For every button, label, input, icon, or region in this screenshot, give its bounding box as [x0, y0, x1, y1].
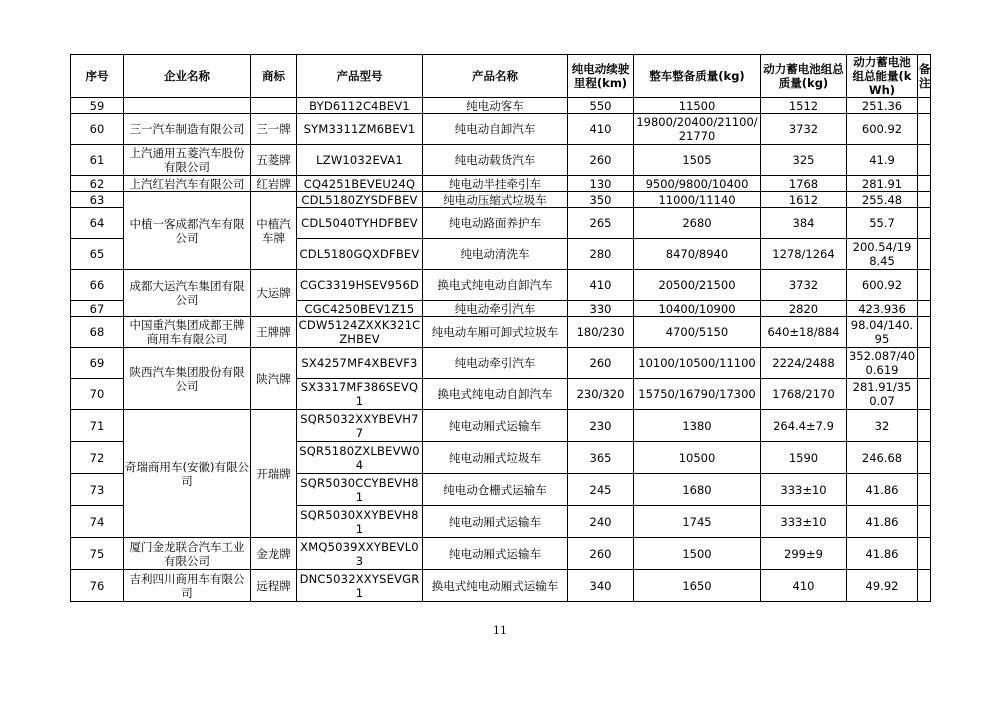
cell-company: 陕西汽车集团股份有限公司 — [124, 348, 251, 410]
cell-note — [918, 176, 931, 192]
cell-product: 纯电动压缩式垃圾车 — [423, 192, 568, 208]
cell-seq: 68 — [71, 317, 124, 348]
cell-mass: 10500 — [634, 442, 761, 474]
cell-range: 330 — [568, 301, 634, 317]
cell-battery-energy: 281.91 — [847, 176, 918, 192]
cell-model: DNC5032XXYSEVGR1 — [297, 570, 423, 602]
cell-seq: 75 — [71, 538, 124, 570]
cell-mass: 1505 — [634, 145, 761, 176]
cell-mass: 11500 — [634, 98, 761, 114]
cell-company: 上汽通用五菱汽车股份有限公司 — [124, 145, 251, 176]
cell-range: 410 — [568, 270, 634, 301]
cell-model: CDW5124ZXXK321CZHBEV — [297, 317, 423, 348]
cell-battery-energy: 32 — [847, 410, 918, 442]
cell-mass: 10400/10900 — [634, 301, 761, 317]
cell-battery-mass: 333±10 — [761, 474, 847, 506]
cell-product: 纯电动路面养护车 — [423, 208, 568, 239]
cell-battery-mass: 1512 — [761, 98, 847, 114]
cell-model: CQ4251BEVEU24Q — [297, 176, 423, 192]
cell-seq: 69 — [71, 348, 124, 379]
cell-range: 230/320 — [568, 379, 634, 410]
cell-range: 130 — [568, 176, 634, 192]
cell-mass: 1680 — [634, 474, 761, 506]
cell-note — [918, 506, 931, 538]
cell-mass: 8470/8940 — [634, 239, 761, 270]
table-row — [71, 98, 931, 114]
cell-range: 410 — [568, 114, 634, 145]
cell-model: SQR5180ZXLBEVW04 — [297, 442, 423, 474]
cell-range: 260 — [568, 538, 634, 570]
cell-seq: 72 — [71, 442, 124, 474]
cell-seq: 71 — [71, 410, 124, 442]
cell-brand: 红岩牌 — [251, 176, 297, 192]
cell-battery-energy: 255.48 — [847, 192, 918, 208]
cell-battery-mass: 1768 — [761, 176, 847, 192]
cell-brand: 金龙牌 — [251, 538, 297, 570]
cell-note — [918, 208, 931, 239]
cell-product: 纯电动厢式运输车 — [423, 410, 568, 442]
cell-seq: 63 — [71, 192, 124, 208]
cell-mass: 1500 — [634, 538, 761, 570]
cell-product: 换电式纯电动厢式运输车 — [423, 570, 568, 602]
cell-range: 280 — [568, 239, 634, 270]
cell-battery-energy: 600.92 — [847, 270, 918, 301]
cell-note — [918, 301, 931, 317]
cell-company: 中植一客成都汽车有限公司 — [124, 192, 251, 270]
cell-battery-mass: 1590 — [761, 442, 847, 474]
cell-brand: 中植汽车牌 — [251, 192, 297, 270]
cell-mass: 9500/9800/10400 — [634, 176, 761, 192]
cell-mass: 15750/16790/17300 — [634, 379, 761, 410]
table-row — [71, 410, 931, 442]
cell-model: CDL5180GQXDFBEV — [297, 239, 423, 270]
cell-product: 纯电动牵引汽车 — [423, 348, 568, 379]
cell-note — [918, 570, 931, 602]
cell-battery-mass: 3732 — [761, 114, 847, 145]
header-note: 备注 — [918, 55, 931, 98]
page-number: 11 — [493, 624, 507, 637]
cell-seq: 61 — [71, 145, 124, 176]
cell-model: SYM3311ZM6BEV1 — [297, 114, 423, 145]
cell-product: 纯电动厢式运输车 — [423, 506, 568, 538]
cell-note — [918, 442, 931, 474]
cell-model: SQR5030XXYBEVH81 — [297, 506, 423, 538]
cell-product: 纯电动清洗车 — [423, 239, 568, 270]
cell-company: 奇瑞商用车(安徽)有限公司 — [124, 410, 251, 538]
cell-seq: 70 — [71, 379, 124, 410]
cell-battery-energy: 49.92 — [847, 570, 918, 602]
cell-model: SX4257MF4XBEVF3 — [297, 348, 423, 379]
cell-product: 纯电动厢式垃圾车 — [423, 442, 568, 474]
table-row — [71, 145, 931, 176]
cell-note — [918, 474, 931, 506]
cell-mass: 1380 — [634, 410, 761, 442]
cell-note — [918, 410, 931, 442]
header-battery-mass: 动力蓄电池组总质量(kg) — [761, 55, 847, 98]
cell-product: 纯电动牵引汽车 — [423, 301, 568, 317]
cell-product: 纯电动半挂牵引车 — [423, 176, 568, 192]
cell-brand: 开瑞牌 — [251, 410, 297, 538]
cell-seq: 67 — [71, 301, 124, 317]
cell-note — [918, 98, 931, 114]
cell-battery-mass: 2224/2488 — [761, 348, 847, 379]
cell-brand: 王牌牌 — [251, 317, 297, 348]
cell-battery-mass: 640±18/884 — [761, 317, 847, 348]
cell-battery-energy: 251.36 — [847, 98, 918, 114]
cell-battery-energy: 246.68 — [847, 442, 918, 474]
cell-seq: 59 — [71, 98, 124, 114]
cell-range: 365 — [568, 442, 634, 474]
cell-battery-energy: 352.087/400.619 — [847, 348, 918, 379]
cell-note — [918, 538, 931, 570]
cell-product: 纯电动自卸汽车 — [423, 114, 568, 145]
cell-seq: 65 — [71, 239, 124, 270]
cell-company: 中国重汽集团成都王牌商用车有限公司 — [124, 317, 251, 348]
cell-seq: 60 — [71, 114, 124, 145]
cell-company: 上汽红岩汽车有限公司 — [124, 176, 251, 192]
header-row — [71, 55, 931, 98]
cell-mass: 20500/21500 — [634, 270, 761, 301]
cell-battery-energy: 41.9 — [847, 145, 918, 176]
cell-note — [918, 317, 931, 348]
table-row — [71, 348, 931, 379]
cell-battery-energy: 200.54/198.45 — [847, 239, 918, 270]
cell-battery-mass: 1768/2170 — [761, 379, 847, 410]
cell-range: 340 — [568, 570, 634, 602]
cell-mass: 4700/5150 — [634, 317, 761, 348]
cell-model: SQR5032XXYBEVH77 — [297, 410, 423, 442]
cell-note — [918, 114, 931, 145]
cell-product: 纯电动载货汽车 — [423, 145, 568, 176]
cell-model: SQR5030CCYBEVH81 — [297, 474, 423, 506]
cell-mass: 1650 — [634, 570, 761, 602]
cell-battery-mass: 410 — [761, 570, 847, 602]
cell-range: 260 — [568, 145, 634, 176]
header-product: 产品名称 — [423, 55, 568, 98]
cell-range: 265 — [568, 208, 634, 239]
cell-range: 350 — [568, 192, 634, 208]
cell-battery-mass: 333±10 — [761, 506, 847, 538]
cell-battery-mass: 1278/1264 — [761, 239, 847, 270]
cell-seq: 74 — [71, 506, 124, 538]
cell-battery-energy: 98.04/140.95 — [847, 317, 918, 348]
cell-seq: 62 — [71, 176, 124, 192]
vehicle-catalog-table — [70, 54, 931, 602]
cell-product: 纯电动厢式运输车 — [423, 538, 568, 570]
cell-note — [918, 379, 931, 410]
cell-note — [918, 348, 931, 379]
cell-range: 550 — [568, 98, 634, 114]
table-row — [71, 176, 931, 192]
table-row — [71, 114, 931, 145]
cell-brand: 大运牌 — [251, 270, 297, 317]
cell-battery-mass: 1612 — [761, 192, 847, 208]
cell-battery-mass: 384 — [761, 208, 847, 239]
cell-seq: 64 — [71, 208, 124, 239]
cell-company: 三一汽车制造有限公司 — [124, 114, 251, 145]
cell-mass: 11000/11140 — [634, 192, 761, 208]
cell-battery-mass: 3732 — [761, 270, 847, 301]
cell-range: 260 — [568, 348, 634, 379]
cell-seq: 76 — [71, 570, 124, 602]
cell-product: 纯电动仓栅式运输车 — [423, 474, 568, 506]
header-range: 纯电动续驶里程(km) — [568, 55, 634, 98]
cell-model: LZW1032EVA1 — [297, 145, 423, 176]
table-row — [71, 270, 931, 301]
cell-brand: 陕汽牌 — [251, 348, 297, 410]
cell-battery-energy: 55.7 — [847, 208, 918, 239]
cell-battery-energy: 281.91/350.07 — [847, 379, 918, 410]
cell-seq: 73 — [71, 474, 124, 506]
header-model: 产品型号 — [297, 55, 423, 98]
cell-model: BYD6112C4BEV1 — [297, 98, 423, 114]
cell-brand — [251, 98, 297, 114]
cell-battery-mass: 299±9 — [761, 538, 847, 570]
cell-model: XMQ5039XXYBEVL03 — [297, 538, 423, 570]
cell-model: CGC3319HSEV956D — [297, 270, 423, 301]
cell-product: 纯电动车厢可卸式垃圾车 — [423, 317, 568, 348]
cell-note — [918, 145, 931, 176]
cell-company: 吉利四川商用车有限公司 — [124, 570, 251, 602]
cell-note — [918, 270, 931, 301]
cell-battery-energy: 41.86 — [847, 474, 918, 506]
cell-note — [918, 192, 931, 208]
header-battery-energy: 动力蓄电池组总能量(kWh) — [847, 55, 918, 98]
cell-model: CGC4250BEV1Z15 — [297, 301, 423, 317]
cell-battery-mass: 264.4±7.9 — [761, 410, 847, 442]
cell-company: 成都大运汽车集团有限公司 — [124, 270, 251, 317]
header-company: 企业名称 — [124, 55, 251, 98]
cell-product: 换电式纯电动自卸汽车 — [423, 270, 568, 301]
cell-range: 240 — [568, 506, 634, 538]
table-row — [71, 570, 931, 602]
cell-range: 230 — [568, 410, 634, 442]
cell-model: SX3317MF386SEVQ1 — [297, 379, 423, 410]
cell-product: 纯电动客车 — [423, 98, 568, 114]
cell-battery-mass: 2820 — [761, 301, 847, 317]
cell-product: 换电式纯电动自卸汽车 — [423, 379, 568, 410]
cell-battery-energy: 41.86 — [847, 538, 918, 570]
cell-brand: 五菱牌 — [251, 145, 297, 176]
cell-mass: 19800/20400/21100/21770 — [634, 114, 761, 145]
cell-range: 245 — [568, 474, 634, 506]
cell-note — [918, 239, 931, 270]
cell-battery-energy: 41.86 — [847, 506, 918, 538]
cell-model: CDL5040TYHDFBEV — [297, 208, 423, 239]
header-mass: 整车整备质量(kg) — [634, 55, 761, 98]
cell-company — [124, 98, 251, 114]
cell-battery-energy: 423.936 — [847, 301, 918, 317]
cell-brand: 三一牌 — [251, 114, 297, 145]
cell-mass: 2680 — [634, 208, 761, 239]
table-row — [71, 317, 931, 348]
header-brand: 商标 — [251, 55, 297, 98]
table-row — [71, 538, 931, 570]
cell-mass: 1745 — [634, 506, 761, 538]
cell-model: CDL5180ZYSDFBEV — [297, 192, 423, 208]
cell-seq: 66 — [71, 270, 124, 301]
table-row — [71, 192, 931, 208]
cell-battery-energy: 600.92 — [847, 114, 918, 145]
cell-range: 180/230 — [568, 317, 634, 348]
cell-mass: 10100/10500/11100 — [634, 348, 761, 379]
cell-company: 厦门金龙联合汽车工业有限公司 — [124, 538, 251, 570]
cell-battery-mass: 325 — [761, 145, 847, 176]
cell-brand: 远程牌 — [251, 570, 297, 602]
header-seq: 序号 — [71, 55, 124, 98]
